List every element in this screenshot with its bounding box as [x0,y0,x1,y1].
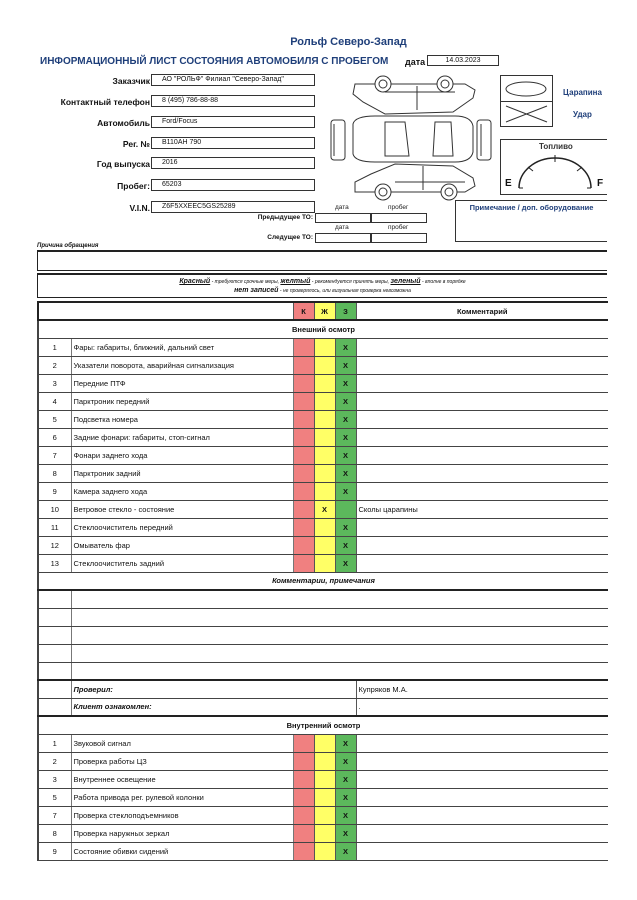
reason-label: Причина обращения [37,243,99,249]
car-diagram-icon[interactable] [325,72,495,204]
row-k-cell[interactable] [293,392,314,410]
damage-legend [500,75,553,127]
table-row [38,734,608,752]
phone-field[interactable]: 8 (495) 786-88-88 [151,95,315,107]
row-zh-cell[interactable] [314,464,335,482]
row-item-name: Парктроник задний [71,464,293,482]
reason-field[interactable] [37,250,607,271]
table-row [38,392,608,410]
fuel-empty-label: E [505,178,512,189]
row-item-name: Внутреннее освещение [71,770,293,788]
row-number: 12 [38,536,71,554]
row-k-cell[interactable] [293,500,314,518]
row-comment[interactable] [356,446,608,464]
comment-line-index [38,662,71,680]
row-number: 6 [38,428,71,446]
row-k-cell[interactable] [293,734,314,752]
table-row [38,338,608,356]
previous-service-mileage[interactable] [371,213,427,223]
row-z-cell[interactable]: X [335,410,356,428]
next-service-label: Следущее ТО: [267,234,313,241]
row-item-name: Звуковой сигнал [71,734,293,752]
table-row [38,770,608,788]
row-number: 5 [38,788,71,806]
row-k-cell[interactable] [293,428,314,446]
row-zh-cell[interactable] [314,752,335,770]
col-z-header: З [335,302,356,320]
row-comment[interactable] [356,734,608,752]
row-z-cell[interactable]: X [335,806,356,824]
row-zh-cell[interactable] [314,392,335,410]
row-comment[interactable] [356,770,608,788]
row-z-cell[interactable] [335,500,356,518]
row-z-cell[interactable]: X [335,338,356,356]
row-k-cell[interactable] [293,788,314,806]
row-zh-cell[interactable] [314,806,335,824]
table-row [38,824,608,842]
interior-section-title: Внутренний осмотр [38,716,608,734]
key-green-desc: - вполне в порядке [420,279,466,285]
client-label: Клиент ознакомлен: [71,698,356,716]
row-item-name: Состояние обивки сидений [71,842,293,860]
row-zh-cell[interactable] [314,356,335,374]
previous-service-date[interactable] [315,213,371,223]
row-k-cell[interactable] [293,356,314,374]
row-z-cell[interactable]: X [335,446,356,464]
next-service-date[interactable] [315,233,371,243]
table-row [38,356,608,374]
comment-line[interactable] [38,644,608,662]
row-z-cell[interactable]: X [335,518,356,536]
row-item-name: Омыватель фар [71,536,293,554]
mileage-label: Пробег: [117,181,150,191]
key-yellow: желтый [280,278,311,285]
signature-blank [38,680,71,698]
row-item-name: Проверка наружных зеркал [71,824,293,842]
table-row [38,482,608,500]
row-z-cell[interactable]: X [335,770,356,788]
row-k-cell[interactable] [293,518,314,536]
reg-field[interactable]: В110АН 790 [151,137,315,149]
comments-section-title: Комментарии, примечания [38,572,608,590]
row-comment[interactable] [356,410,608,428]
phone-label: Контактный телефон [60,97,150,107]
row-zh-cell[interactable]: X [314,500,335,518]
row-zh-cell[interactable] [314,734,335,752]
comment-line-text[interactable] [71,608,608,626]
row-item-name: Указатели поворота, аварийная сигнализация [71,356,293,374]
row-comment[interactable] [356,482,608,500]
row-item-name: Парктроник передний [71,392,293,410]
row-zh-cell[interactable] [314,554,335,572]
exterior-section-title: Внешний осмотр [38,320,608,338]
row-k-cell[interactable] [293,824,314,842]
row-number: 13 [38,554,71,572]
row-item-name: Проверка стеклоподъемников [71,806,293,824]
car-field[interactable]: Ford/Focus [151,116,315,128]
row-item-name: Задние фонари: габариты, стоп-сигнал [71,428,293,446]
client-value[interactable]: . [356,698,608,716]
year-field[interactable]: 2016 [151,157,315,169]
row-comment[interactable] [356,842,608,860]
comment-line-text[interactable] [71,644,608,662]
key-yellow-desc: - рекомендуется принять меры, [310,279,391,285]
table-row [38,536,608,554]
next-mileage-header: пробег [388,224,409,231]
row-k-cell[interactable] [293,536,314,554]
table-row [38,554,608,572]
notes-box[interactable] [455,200,607,242]
row-comment[interactable] [356,428,608,446]
row-zh-cell[interactable] [314,536,335,554]
row-number: 3 [38,770,71,788]
key-none-desc: - не проверялось, или визуальная проверка невозможна [278,288,411,294]
customer-label: Заказчик [112,76,150,86]
row-z-cell[interactable]: X [335,788,356,806]
row-comment[interactable] [356,392,608,410]
row-k-cell[interactable] [293,770,314,788]
row-k-cell[interactable] [293,482,314,500]
table-row [38,464,608,482]
row-number: 1 [38,734,71,752]
hit-label: Удар [573,110,592,119]
date-field[interactable]: 14.03.2023 [427,55,499,66]
row-k-cell[interactable] [293,338,314,356]
table-row [38,518,608,536]
row-z-cell[interactable]: X [335,734,356,752]
row-item-name: Камера заднего хода [71,482,293,500]
table-row [38,842,608,860]
row-z-cell[interactable]: X [335,392,356,410]
table-row [38,806,608,824]
row-item-name: Фары: габариты, ближний, дальний свет [71,338,293,356]
row-comment[interactable] [356,536,608,554]
row-item-name: Работа привода рег. рулевой колонки [71,788,293,806]
row-k-cell[interactable] [293,752,314,770]
table-header-row [38,302,608,320]
year-label: Год выпуска [96,159,150,169]
hit-cross-icon [504,104,549,124]
car-label: Автомобиль [97,118,150,128]
signature-blank [38,698,71,716]
fuel-full-label: F [597,178,604,189]
row-item-name: Ветровое стекло - состояние [71,500,293,518]
next-service-mileage[interactable] [371,233,427,243]
row-zh-cell[interactable] [314,824,335,842]
row-zh-cell[interactable] [314,788,335,806]
row-number: 9 [38,482,71,500]
next-date-header: дата [335,224,349,231]
fuel-title: Топливо [539,142,573,151]
page-title: ИНФОРМАЦИОННЫЙ ЛИСТ СОСТОЯНИЯ АВТОМОБИЛЯ С ПРОБЕГОМ [40,56,389,67]
row-comment[interactable]: Сколы царапины [356,500,608,518]
comment-line-index [38,608,71,626]
row-comment[interactable] [356,356,608,374]
row-item-name: Стеклоочиститель передний [71,518,293,536]
comment-line[interactable] [38,626,608,644]
col-k-header: К [293,302,314,320]
table-row [38,500,608,518]
row-comment[interactable] [356,338,608,356]
row-number: 7 [38,806,71,824]
row-comment[interactable] [356,554,608,572]
checked-label: Проверил: [71,680,356,698]
comment-line-index [38,626,71,644]
prev-date-header: дата [335,204,349,211]
row-number: 7 [38,446,71,464]
key-red-desc: - требуются срочные меры, [210,279,281,285]
inspection-table [37,301,608,861]
key-red: Красный [179,278,211,285]
brand-title: Рольф Северо-Запад [290,36,407,48]
row-z-cell[interactable]: X [335,824,356,842]
key-green: зеленый [390,278,421,285]
row-item-name: Фонари заднего хода [71,446,293,464]
row-zh-cell[interactable] [314,446,335,464]
reg-label: Рег. № [122,139,150,149]
key-none: нет записей [234,287,279,294]
row-z-cell[interactable]: X [335,356,356,374]
comment-line[interactable] [38,662,608,680]
row-k-cell[interactable] [293,806,314,824]
row-z-cell[interactable]: X [335,464,356,482]
row-z-cell[interactable]: X [335,482,356,500]
row-z-cell[interactable]: X [335,554,356,572]
table-row [38,374,608,392]
row-zh-cell[interactable] [314,842,335,860]
fuel-arc-icon [509,150,604,192]
checked-value[interactable]: Купряков М.А. [356,680,608,698]
scratch-label: Царапина [563,88,602,97]
row-k-cell[interactable] [293,554,314,572]
comment-line-text[interactable] [71,662,608,680]
row-comment[interactable] [356,518,608,536]
row-zh-cell[interactable] [314,428,335,446]
row-comment[interactable] [356,788,608,806]
comment-line-index [38,644,71,662]
col-comment-header: Комментарий [356,302,608,320]
row-zh-cell[interactable] [314,518,335,536]
row-number: 11 [38,518,71,536]
header-blank [38,302,293,320]
row-comment[interactable] [356,824,608,842]
row-number: 4 [38,392,71,410]
row-number: 9 [38,842,71,860]
row-zh-cell[interactable] [314,410,335,428]
row-z-cell[interactable]: X [335,842,356,860]
row-k-cell[interactable] [293,464,314,482]
row-k-cell[interactable] [293,446,314,464]
prev-mileage-header: пробег [388,204,409,211]
table-row [38,410,608,428]
row-number: 2 [38,356,71,374]
row-number: 8 [38,464,71,482]
client-signature-row [38,698,608,716]
row-k-cell[interactable] [293,842,314,860]
comment-line[interactable] [38,608,608,626]
row-z-cell[interactable]: X [335,752,356,770]
section-row-exterior [38,320,608,338]
color-key [37,273,607,298]
comment-line-index [38,590,71,608]
checked-signature-row [38,680,608,698]
section-row-interior [38,716,608,734]
row-item-name: Проверка работы ЦЗ [71,752,293,770]
customer-field[interactable]: АО "РОЛЬФ" Филиал "Северо-Запад" [151,74,315,86]
row-number: 1 [38,338,71,356]
vin-label: V.I.N. [129,203,150,213]
row-z-cell[interactable]: X [335,374,356,392]
row-zh-cell[interactable] [314,482,335,500]
row-number: 5 [38,410,71,428]
vin-field[interactable]: Z6F5XXEEC5GS25289 [151,201,315,213]
notes-title: Примечание / доп. оборудование [469,203,594,212]
row-comment[interactable] [356,806,608,824]
row-comment[interactable] [356,464,608,482]
comment-line-text[interactable] [71,626,608,644]
row-comment[interactable] [356,374,608,392]
table-row [38,446,608,464]
row-number: 10 [38,500,71,518]
row-k-cell[interactable] [293,374,314,392]
previous-service-label: Предыдущее ТО: [257,214,313,221]
table-row [38,788,608,806]
row-item-name: Передние ПТФ [71,374,293,392]
row-item-name: Подсветка номера [71,410,293,428]
row-item-name: Стеклоочиститель задний [71,554,293,572]
mileage-field[interactable]: 65203 [151,179,315,191]
row-number: 8 [38,824,71,842]
row-comment[interactable] [356,752,608,770]
row-number: 3 [38,374,71,392]
row-zh-cell[interactable] [314,374,335,392]
row-k-cell[interactable] [293,410,314,428]
fuel-gauge[interactable] [500,139,607,195]
row-z-cell[interactable]: X [335,428,356,446]
comment-line-text[interactable] [71,590,608,608]
row-zh-cell[interactable] [314,338,335,356]
row-z-cell[interactable]: X [335,536,356,554]
row-number: 2 [38,752,71,770]
date-label: дата [405,57,426,67]
table-row [38,428,608,446]
row-zh-cell[interactable] [314,770,335,788]
table-row [38,752,608,770]
section-row-comments [38,572,608,590]
comment-line[interactable] [38,590,608,608]
scratch-ellipse-icon [504,80,549,98]
col-zh-header: Ж [314,302,335,320]
